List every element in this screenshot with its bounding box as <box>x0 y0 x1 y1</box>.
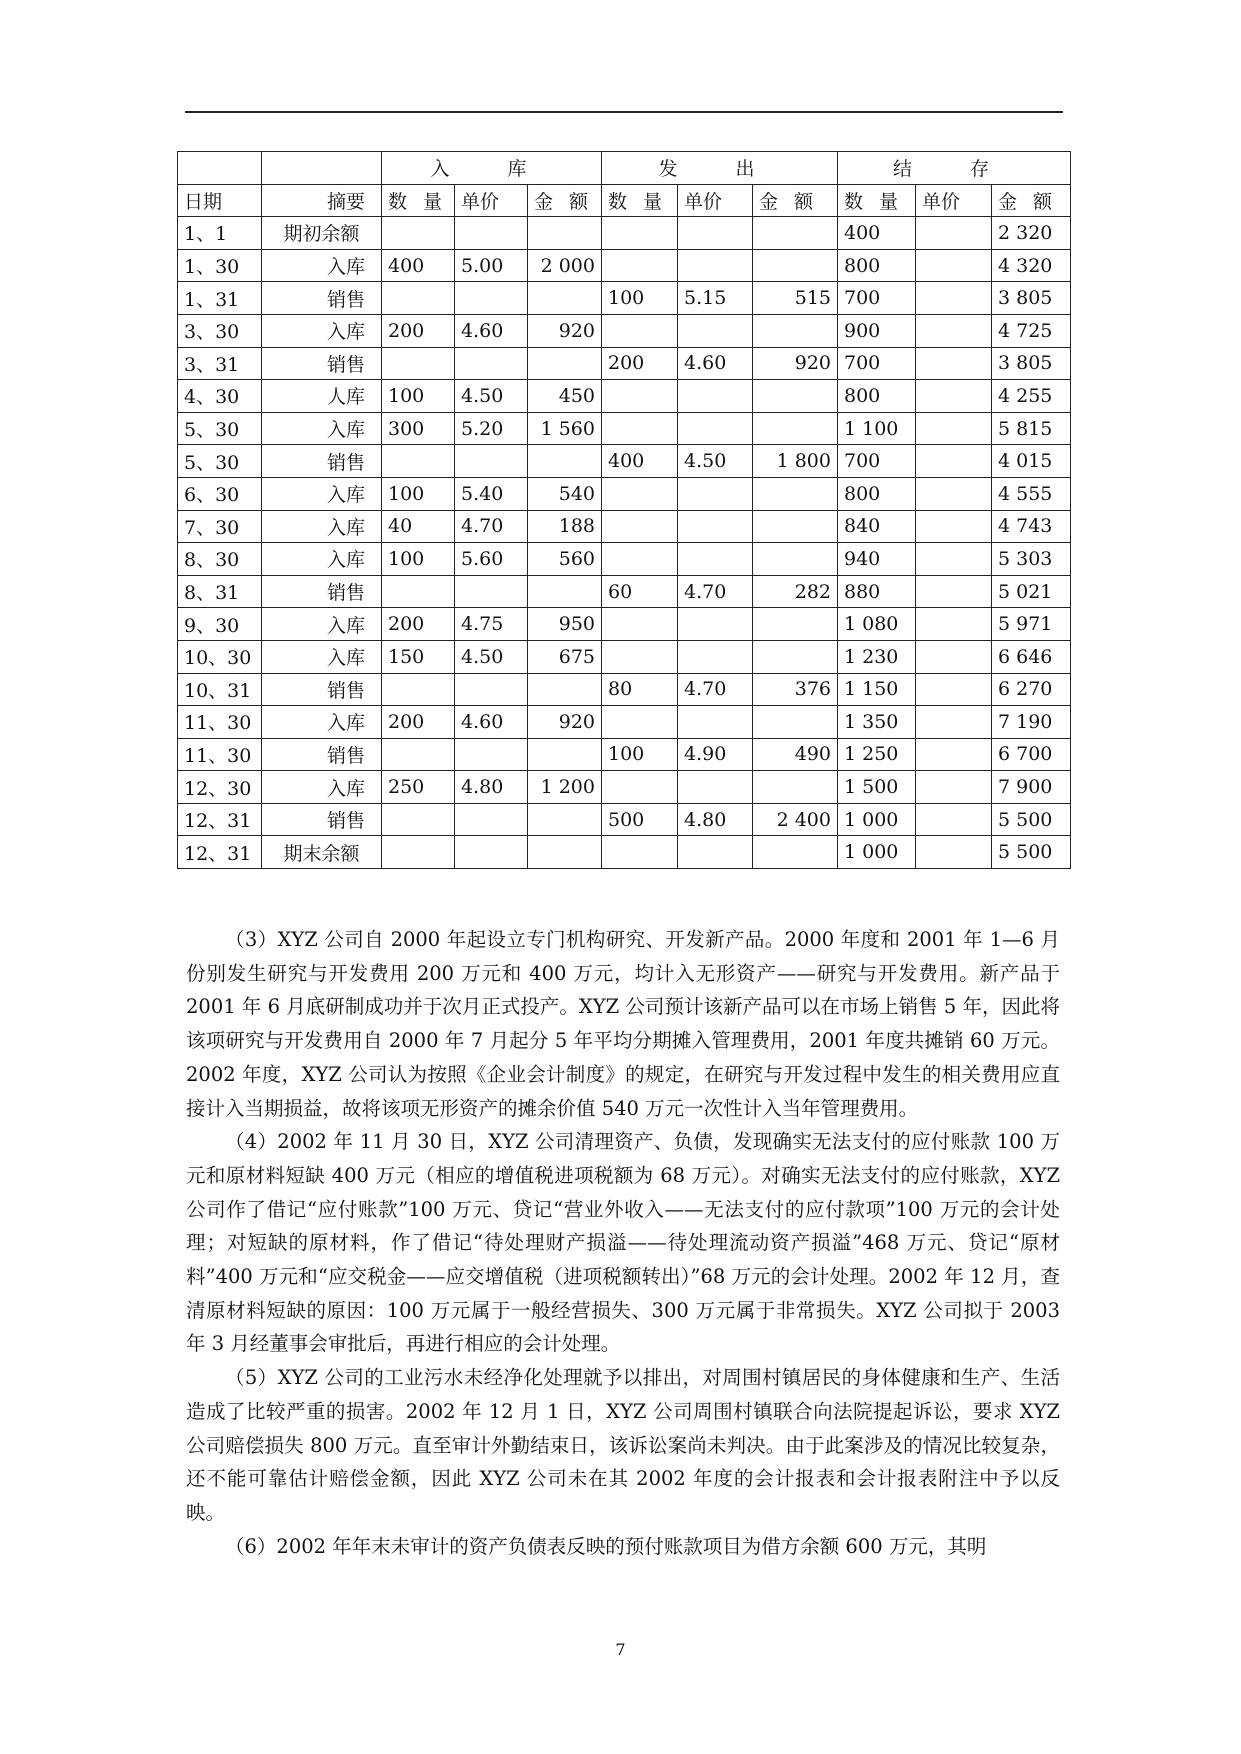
cell-summary: 期末余额 <box>262 836 382 869</box>
cell-in-amount <box>528 217 602 250</box>
cell-in-qty: 300 <box>382 412 455 445</box>
cell-summary: 入库 <box>262 477 382 510</box>
cell-date: 5、30 <box>178 445 262 478</box>
cell-bal-qty: 800 <box>838 477 916 510</box>
cell-in-price <box>455 738 528 771</box>
cell-out-amount: 490 <box>753 738 838 771</box>
inventory-ledger-table <box>177 151 1071 869</box>
cell-out-qty <box>602 543 678 576</box>
cell-in-amount <box>528 347 602 380</box>
paragraph-5: （5）XYZ 公司的工业污水未经净化处理就予以排出，对周围村镇居民的身体健康和生产、生活造成了比较严重的损害。2002 年 12 月 1 日，XYZ 公司周围村镇联合向法院提起诉讼，要求 XYZ 公司赔偿损失 800 万元。直至审计外勤结束日，该诉讼案尚未判决。由于此案涉及的情况比较复杂，还不能可靠估计赔偿金额，因此 XYZ 公司未在其 2002 年度的会计报表和会计报表附注中予以反映。 <box>186 1366 1060 1524</box>
cell-bal-amount: 5 815 <box>992 412 1071 445</box>
cell-out-amount <box>753 543 838 576</box>
cell-bal-qty: 700 <box>838 282 916 315</box>
cell-out-amount: 1 800 <box>753 445 838 478</box>
cell-out-amount <box>753 608 838 641</box>
cell-in-price: 5.40 <box>455 477 528 510</box>
header-in-amount: 金 额 <box>528 184 602 217</box>
cell-bal-price <box>916 575 992 608</box>
cell-out-price: 4.60 <box>678 347 753 380</box>
header-summary: 摘要 <box>262 184 382 217</box>
cell-bal-price <box>916 347 992 380</box>
cell-bal-price <box>916 217 992 250</box>
cell-out-qty <box>602 217 678 250</box>
cell-summary: 入库 <box>262 640 382 673</box>
cell-bal-price <box>916 640 992 673</box>
header-out-qty: 数 量 <box>602 184 678 217</box>
cell-out-amount <box>753 836 838 869</box>
header-date: 日期 <box>178 184 262 217</box>
cell-summary: 人库 <box>262 380 382 413</box>
cell-out-amount <box>753 314 838 347</box>
cell-out-price <box>678 836 753 869</box>
cell-date: 8、30 <box>178 543 262 576</box>
cell-date: 9、30 <box>178 608 262 641</box>
cell-in-price: 4.60 <box>455 706 528 739</box>
cell-in-price: 4.50 <box>455 380 528 413</box>
cell-in-amount <box>528 836 602 869</box>
cell-bal-qty: 940 <box>838 543 916 576</box>
cell-date: 3、30 <box>178 314 262 347</box>
paragraph-4: （4）2002 年 11 月 30 日，XYZ 公司清理资产、负债，发现确实无法支付的应付账款 100 万元和原材料短缺 400 万元（相应的增值税进项税额为 68 万元）。对确实无法支付的应付账款，XYZ 公司作了借记“应付账款”100 万元、贷记“营业外收入——无法支付的应付款项”100 万元的会计处理；对短缺的原材料，作了借记“待处理财产损溢——待处理流动资产损溢”468 万元、贷记“原材料”400 万元和“应交税金——应交增值税（进项税额转出）”68 万元的会计处理。2002 年 12 月，查清原材料短缺的原因：100 万元属于一般经营损失、300 万元属于非常损失。XYZ 公司拟于 2003 年 3 月经董事会审批后，再进行相应的会计处理。 <box>186 1130 1060 1356</box>
cell-bal-price <box>916 673 992 706</box>
cell-bal-price <box>916 412 992 445</box>
cell-summary: 销售 <box>262 347 382 380</box>
table-row <box>178 771 1071 804</box>
cell-out-qty: 200 <box>602 347 678 380</box>
cell-in-price <box>455 575 528 608</box>
cell-out-price <box>678 477 753 510</box>
cell-bal-qty: 700 <box>838 347 916 380</box>
cell-in-price: 4.70 <box>455 510 528 543</box>
cell-bal-price <box>916 249 992 282</box>
cell-bal-amount: 4 555 <box>992 477 1071 510</box>
cell-date: 1、31 <box>178 282 262 315</box>
ledger-body <box>178 217 1071 869</box>
cell-bal-qty: 1 000 <box>838 803 916 836</box>
cell-bal-amount: 5 500 <box>992 836 1071 869</box>
cell-out-price <box>678 640 753 673</box>
cell-out-amount <box>753 412 838 445</box>
cell-in-price: 5.00 <box>455 249 528 282</box>
cell-date: 5、30 <box>178 412 262 445</box>
cell-summary: 销售 <box>262 673 382 706</box>
cell-bal-price <box>916 738 992 771</box>
cell-bal-qty: 880 <box>838 575 916 608</box>
cell-summary: 销售 <box>262 738 382 771</box>
cell-in-amount: 450 <box>528 380 602 413</box>
cell-out-qty: 100 <box>602 738 678 771</box>
table-row <box>178 543 1071 576</box>
cell-out-qty <box>602 412 678 445</box>
cell-out-qty <box>602 249 678 282</box>
table-row <box>178 608 1071 641</box>
table-row <box>178 575 1071 608</box>
cell-out-amount <box>753 771 838 804</box>
table-row <box>178 477 1071 510</box>
cell-bal-amount: 6 270 <box>992 673 1071 706</box>
cell-in-qty <box>382 282 455 315</box>
cell-date: 10、31 <box>178 673 262 706</box>
table-row <box>178 673 1071 706</box>
cell-in-amount: 188 <box>528 510 602 543</box>
cell-out-amount <box>753 640 838 673</box>
table-row <box>178 347 1071 380</box>
cell-in-amount: 1 200 <box>528 771 602 804</box>
cell-in-qty: 100 <box>382 380 455 413</box>
cell-out-qty: 80 <box>602 673 678 706</box>
cell-summary: 入库 <box>262 706 382 739</box>
cell-date: 3、31 <box>178 347 262 380</box>
cell-date: 1、30 <box>178 249 262 282</box>
cell-bal-amount: 2 320 <box>992 217 1071 250</box>
cell-out-amount <box>753 706 838 739</box>
cell-summary: 入库 <box>262 314 382 347</box>
cell-bal-qty: 1 000 <box>838 836 916 869</box>
cell-out-price: 4.70 <box>678 673 753 706</box>
cell-bal-price <box>916 803 992 836</box>
cell-in-amount <box>528 673 602 706</box>
cell-summary: 销售 <box>262 803 382 836</box>
cell-out-amount <box>753 380 838 413</box>
cell-date: 4、30 <box>178 380 262 413</box>
cell-bal-qty: 1 500 <box>838 771 916 804</box>
cell-in-price <box>455 445 528 478</box>
paragraph-3: （3）XYZ 公司自 2000 年起设立专门机构研究、开发新产品。2000 年度和 2001 年 1—6 月份别发生研究与开发费用 200 万元和 400 万元，均计入无形资产——研究与开发费用。新产品于 2001 年 6 月底研制成功并于次月正式投产。XYZ 公司预计该新产品可以在市场上销售 5 年，因此将该项研究与开发费用自 2000 年 7 月起分 5 年平均分期摊入管理费用，2001 年度共摊销 60 万元。2002 年度，XYZ 公司认为按照《企业会计制度》的规定，在研究与开发过程中发生的相关费用应直接计入当期损益，故将该项无形资产的摊余价值 540 万元一次性计入当年管理费用。 <box>186 928 1060 1120</box>
sub-header-row <box>178 184 1071 217</box>
cell-out-amount: 376 <box>753 673 838 706</box>
cell-out-amount: 920 <box>753 347 838 380</box>
cell-in-price <box>455 217 528 250</box>
cell-date: 11、30 <box>178 706 262 739</box>
cell-bal-price <box>916 380 992 413</box>
cell-in-amount <box>528 445 602 478</box>
cell-summary: 入库 <box>262 412 382 445</box>
table-row <box>178 836 1071 869</box>
cell-bal-qty: 1 100 <box>838 412 916 445</box>
table-row <box>178 445 1071 478</box>
cell-out-amount: 515 <box>753 282 838 315</box>
page-number: 7 <box>615 1640 626 1659</box>
cell-in-price: 4.50 <box>455 640 528 673</box>
cell-in-qty <box>382 673 455 706</box>
table-row <box>178 217 1071 250</box>
header-bal-qty: 数 量 <box>838 184 916 217</box>
cell-bal-price <box>916 771 992 804</box>
cell-in-qty <box>382 575 455 608</box>
cell-in-price <box>455 836 528 869</box>
cell-date: 12、30 <box>178 771 262 804</box>
cell-date: 11、30 <box>178 738 262 771</box>
header-out: 发 出 <box>602 152 838 185</box>
cell-summary: 销售 <box>262 282 382 315</box>
cell-bal-qty: 840 <box>838 510 916 543</box>
cell-out-price <box>678 217 753 250</box>
cell-out-price <box>678 249 753 282</box>
header-in-price: 单价 <box>455 184 528 217</box>
cell-out-amount <box>753 217 838 250</box>
cell-summary: 期初余额 <box>262 217 382 250</box>
cell-bal-amount: 3 805 <box>992 347 1071 380</box>
cell-in-price <box>455 282 528 315</box>
cell-in-price <box>455 673 528 706</box>
group-header-row <box>178 152 1071 185</box>
cell-out-qty: 100 <box>602 282 678 315</box>
cell-bal-price <box>916 543 992 576</box>
header-in: 入 库 <box>382 152 602 185</box>
cell-in-amount: 540 <box>528 477 602 510</box>
cell-out-qty <box>602 771 678 804</box>
cell-in-amount: 1 560 <box>528 412 602 445</box>
table-row <box>178 314 1071 347</box>
cell-out-amount <box>753 477 838 510</box>
cell-in-qty: 200 <box>382 608 455 641</box>
header-in-qty: 数 量 <box>382 184 455 217</box>
cell-in-qty: 100 <box>382 543 455 576</box>
table-row <box>178 803 1071 836</box>
cell-in-qty <box>382 836 455 869</box>
cell-bal-price <box>916 314 992 347</box>
cell-bal-price <box>916 706 992 739</box>
cell-in-qty <box>382 347 455 380</box>
cell-bal-amount: 4 255 <box>992 380 1071 413</box>
cell-in-price: 4.75 <box>455 608 528 641</box>
cell-in-qty <box>382 217 455 250</box>
header-bal-price: 单价 <box>916 184 992 217</box>
cell-in-amount: 560 <box>528 543 602 576</box>
cell-out-qty <box>602 836 678 869</box>
cell-in-price: 5.20 <box>455 412 528 445</box>
table-row <box>178 282 1071 315</box>
cell-out-price <box>678 510 753 543</box>
cell-date: 10、30 <box>178 640 262 673</box>
cell-out-amount <box>753 249 838 282</box>
cell-bal-qty: 1 250 <box>838 738 916 771</box>
cell-bal-amount: 4 015 <box>992 445 1071 478</box>
cell-bal-amount: 3 805 <box>992 282 1071 315</box>
body-text <box>186 923 1060 1563</box>
cell-bal-amount: 5 500 <box>992 803 1071 836</box>
cell-in-price: 4.80 <box>455 771 528 804</box>
cell-bal-price <box>916 836 992 869</box>
cell-out-amount: 2 400 <box>753 803 838 836</box>
cell-bal-qty: 1 080 <box>838 608 916 641</box>
cell-out-qty <box>602 510 678 543</box>
cell-out-qty <box>602 640 678 673</box>
table-row <box>178 510 1071 543</box>
cell-out-price: 5.15 <box>678 282 753 315</box>
header-balance: 结 存 <box>838 152 1071 185</box>
table-row <box>178 738 1071 771</box>
cell-in-price <box>455 347 528 380</box>
cell-in-amount <box>528 575 602 608</box>
cell-bal-qty: 700 <box>838 445 916 478</box>
cell-out-amount <box>753 510 838 543</box>
cell-out-price: 4.70 <box>678 575 753 608</box>
cell-bal-qty: 900 <box>838 314 916 347</box>
cell-in-amount: 2 000 <box>528 249 602 282</box>
cell-out-price: 4.80 <box>678 803 753 836</box>
cell-in-qty: 200 <box>382 706 455 739</box>
cell-out-price: 4.90 <box>678 738 753 771</box>
header-blank-summary <box>262 152 382 185</box>
cell-date: 7、30 <box>178 510 262 543</box>
cell-out-price <box>678 412 753 445</box>
cell-bal-price <box>916 282 992 315</box>
header-out-price: 单价 <box>678 184 753 217</box>
table-row <box>178 249 1071 282</box>
cell-in-qty <box>382 445 455 478</box>
cell-bal-amount: 4 725 <box>992 314 1071 347</box>
cell-out-qty <box>602 380 678 413</box>
cell-in-amount: 675 <box>528 640 602 673</box>
table-row <box>178 706 1071 739</box>
cell-in-qty: 250 <box>382 771 455 804</box>
cell-summary: 入库 <box>262 249 382 282</box>
cell-bal-price <box>916 608 992 641</box>
cell-out-price <box>678 706 753 739</box>
cell-in-qty: 200 <box>382 314 455 347</box>
cell-bal-amount: 5 971 <box>992 608 1071 641</box>
cell-out-price <box>678 771 753 804</box>
cell-in-amount: 920 <box>528 706 602 739</box>
cell-out-qty <box>602 706 678 739</box>
cell-bal-qty: 1 350 <box>838 706 916 739</box>
cell-out-qty: 60 <box>602 575 678 608</box>
cell-date: 12、31 <box>178 836 262 869</box>
cell-date: 6、30 <box>178 477 262 510</box>
cell-bal-amount: 4 320 <box>992 249 1071 282</box>
cell-bal-amount: 7 190 <box>992 706 1071 739</box>
cell-out-qty <box>602 608 678 641</box>
cell-summary: 入库 <box>262 608 382 641</box>
cell-out-price <box>678 543 753 576</box>
cell-summary: 销售 <box>262 445 382 478</box>
paragraph-6: （6）2002 年年末未审计的资产负债表反映的预付账款项目为借方余额 600 万元，其明 <box>225 1534 987 1558</box>
cell-out-amount: 282 <box>753 575 838 608</box>
cell-out-price: 4.50 <box>678 445 753 478</box>
cell-summary: 入库 <box>262 543 382 576</box>
cell-date: 1、1 <box>178 217 262 250</box>
cell-bal-qty: 1 230 <box>838 640 916 673</box>
cell-in-price <box>455 803 528 836</box>
cell-bal-qty: 400 <box>838 217 916 250</box>
cell-bal-qty: 1 150 <box>838 673 916 706</box>
cell-bal-price <box>916 445 992 478</box>
cell-summary: 入库 <box>262 510 382 543</box>
header-bal-amount: 金 额 <box>992 184 1071 217</box>
header-rule <box>185 111 1063 113</box>
cell-in-qty: 100 <box>382 477 455 510</box>
cell-in-price: 4.60 <box>455 314 528 347</box>
table-row <box>178 380 1071 413</box>
cell-bal-amount: 6 700 <box>992 738 1071 771</box>
cell-in-qty: 150 <box>382 640 455 673</box>
cell-in-amount <box>528 738 602 771</box>
cell-bal-amount: 5 021 <box>992 575 1071 608</box>
cell-out-price <box>678 380 753 413</box>
cell-bal-price <box>916 477 992 510</box>
cell-in-qty <box>382 738 455 771</box>
cell-out-qty <box>602 477 678 510</box>
cell-in-qty: 40 <box>382 510 455 543</box>
cell-out-qty: 500 <box>602 803 678 836</box>
cell-date: 8、31 <box>178 575 262 608</box>
cell-bal-price <box>916 510 992 543</box>
header-blank-date <box>178 152 262 185</box>
cell-out-price <box>678 608 753 641</box>
cell-bal-amount: 4 743 <box>992 510 1071 543</box>
cell-out-price <box>678 314 753 347</box>
cell-bal-amount: 6 646 <box>992 640 1071 673</box>
cell-in-amount: 950 <box>528 608 602 641</box>
header-out-amount: 金 额 <box>753 184 838 217</box>
table-row <box>178 640 1071 673</box>
cell-summary: 入库 <box>262 771 382 804</box>
cell-out-qty <box>602 314 678 347</box>
cell-bal-amount: 5 303 <box>992 543 1071 576</box>
cell-bal-qty: 800 <box>838 249 916 282</box>
cell-date: 12、31 <box>178 803 262 836</box>
cell-out-qty: 400 <box>602 445 678 478</box>
cell-in-amount <box>528 282 602 315</box>
table-row <box>178 412 1071 445</box>
cell-in-amount: 920 <box>528 314 602 347</box>
cell-in-price: 5.60 <box>455 543 528 576</box>
cell-in-qty <box>382 803 455 836</box>
cell-bal-qty: 800 <box>838 380 916 413</box>
cell-bal-amount: 7 900 <box>992 771 1071 804</box>
cell-summary: 销售 <box>262 575 382 608</box>
cell-in-qty: 400 <box>382 249 455 282</box>
cell-in-amount <box>528 803 602 836</box>
